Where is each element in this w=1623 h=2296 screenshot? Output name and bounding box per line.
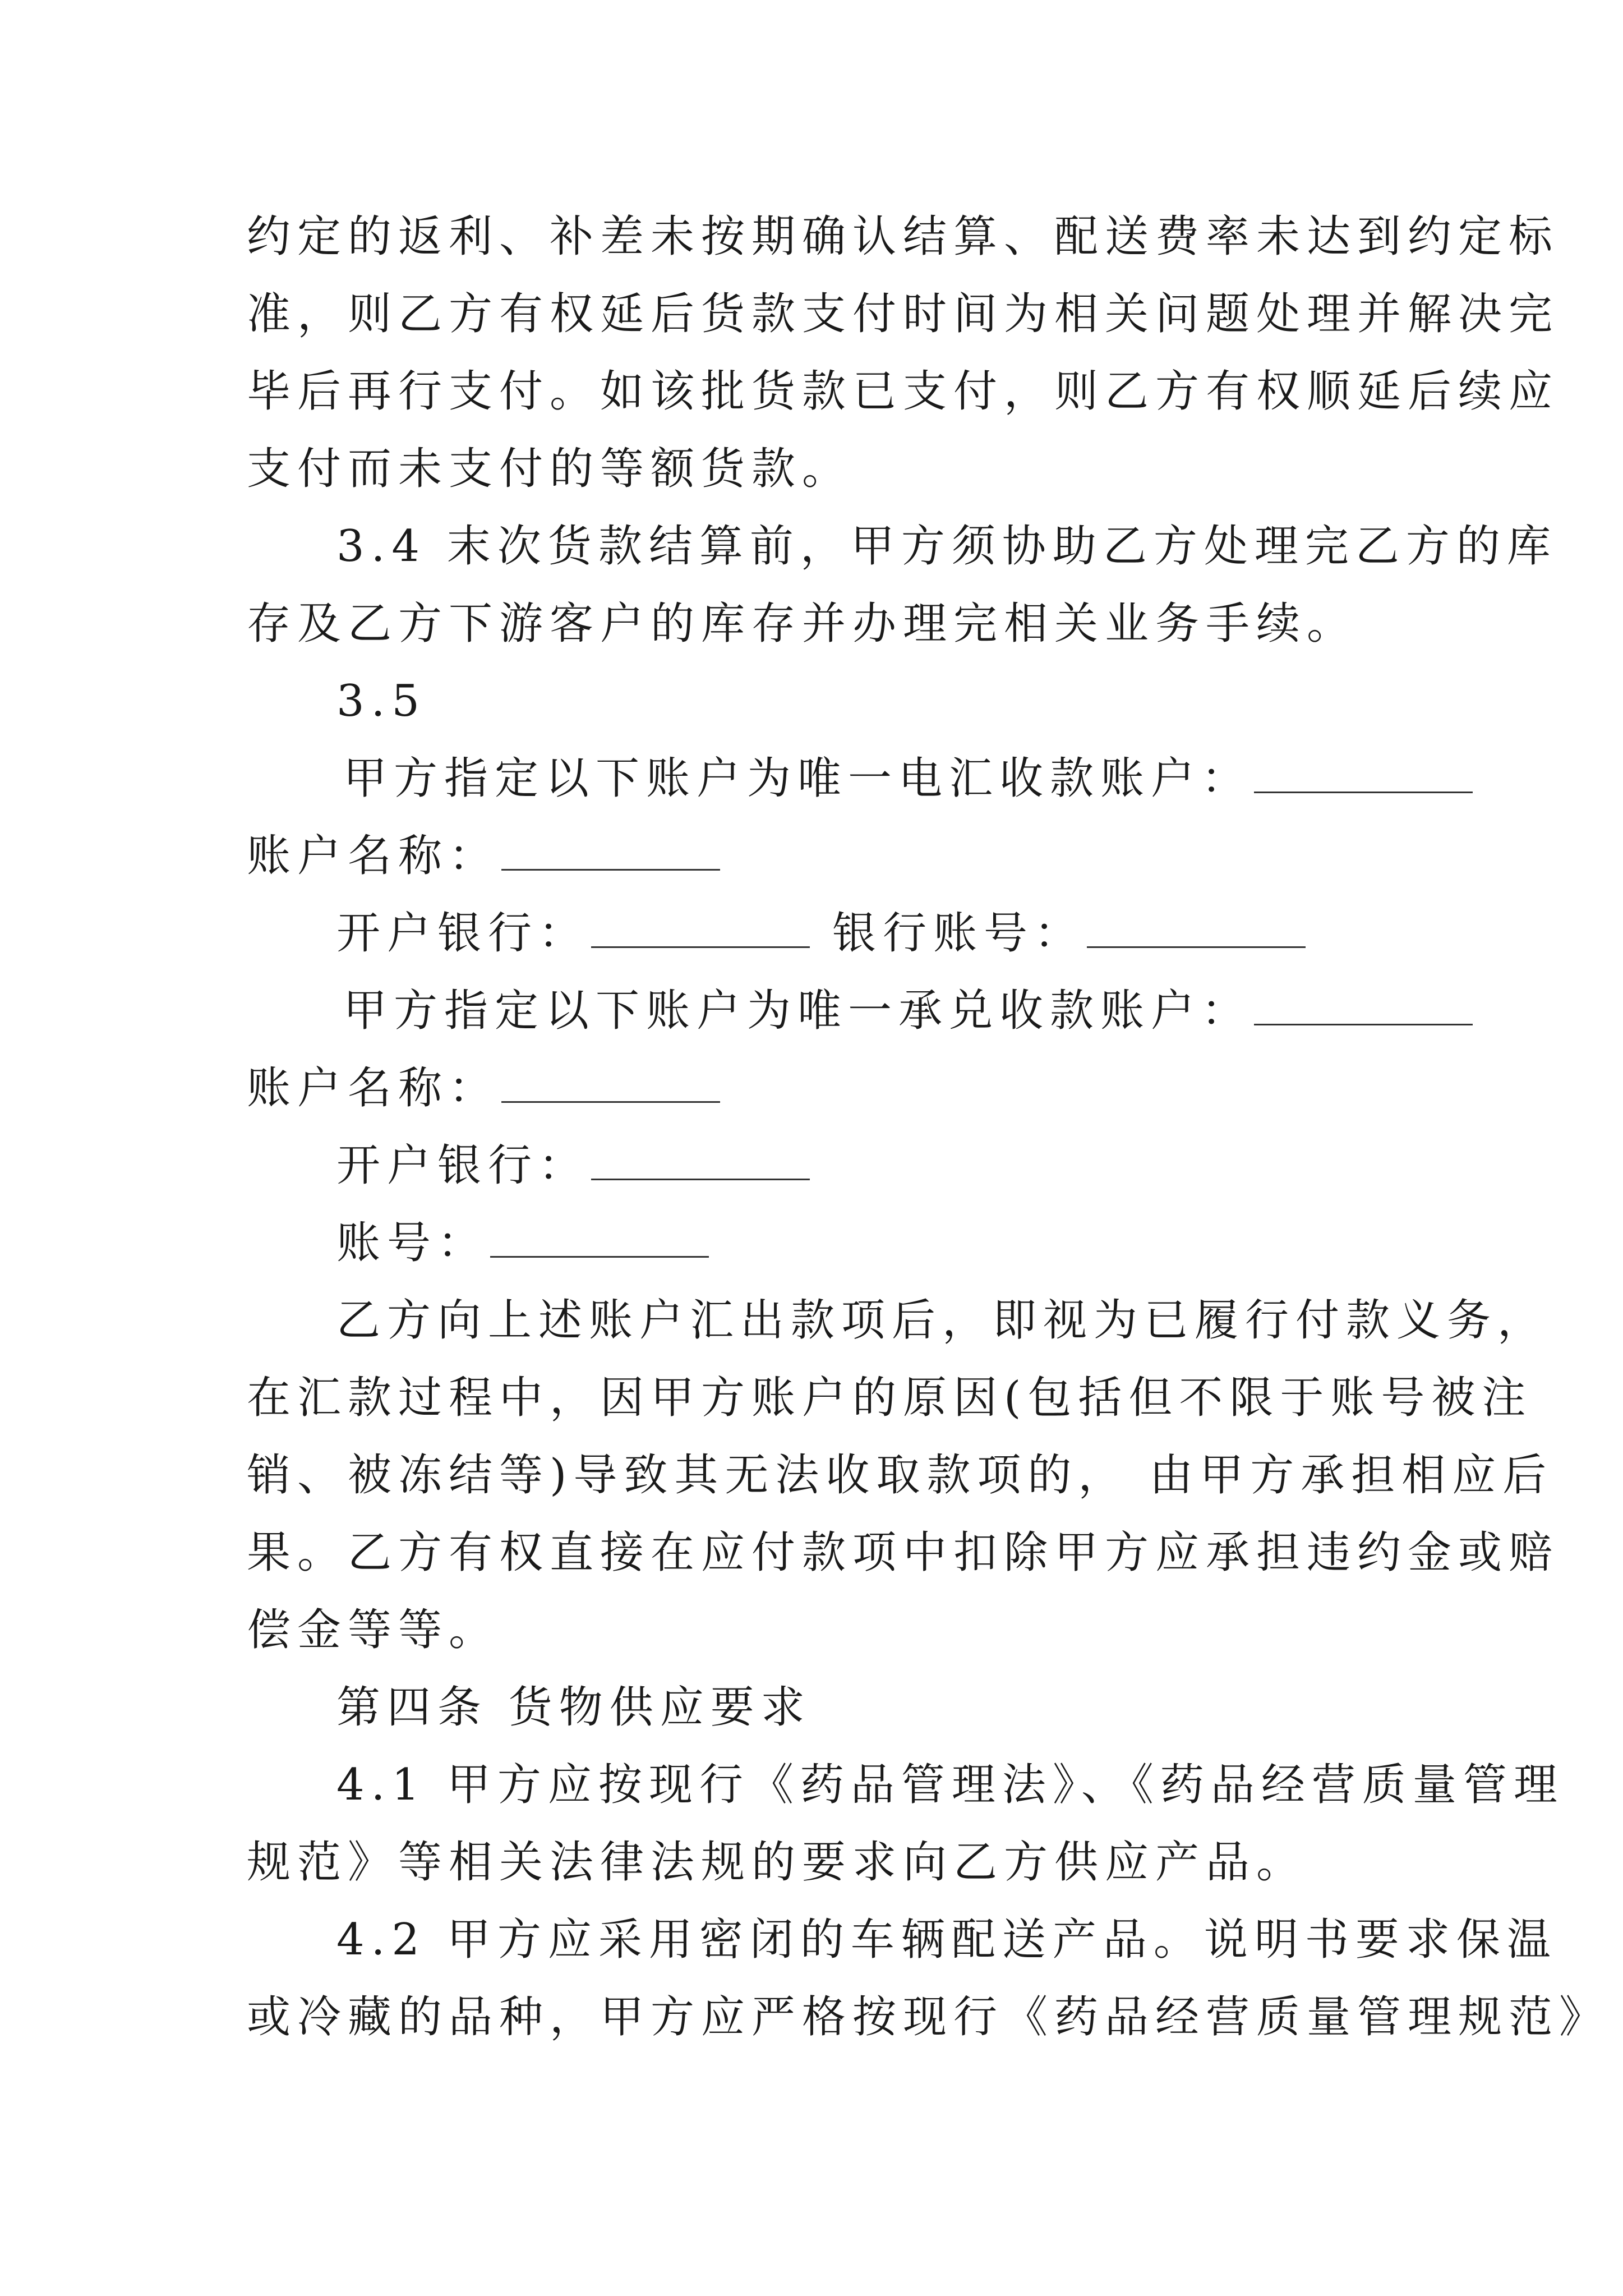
remittance-line: 在汇款过程中，因甲方账户的原因(包括但不限于账号被注 [247, 1373, 1533, 1423]
accept-account-no-label: 账号： [336, 1218, 488, 1268]
remittance-line: 销、被冻结等)导致其无法收取款项的， 由甲方承担相应后 [247, 1450, 1553, 1501]
accept-account-name-blank [501, 1068, 720, 1103]
wire-account-name-label: 账户名称： [247, 831, 500, 881]
wire-bank-label: 开户银行： [336, 908, 589, 959]
paragraph-line: 约定的返利、补差未按期确认结算、配送费率未达到约定标 [247, 211, 1560, 262]
remittance-line: 乙方向上述账户汇出款项后，即视为已履行付款义务， [336, 1295, 1548, 1346]
wire-account-name-blank [501, 835, 720, 871]
section-4-2-line: 4.2 甲方应采用密闭的车辆配送产品。说明书要求保温 [336, 1915, 1557, 1965]
wire-account-no-blank [1087, 913, 1306, 948]
accept-bank-label: 开户银行： [336, 1140, 589, 1191]
section-4-2-line: 或冷藏的品种，甲方应严格按现行《药品经营质量管理规范》 [247, 1992, 1610, 2042]
section-3-4-line: 存及乙方下游客户的库存并办理完相关业务手续。 [247, 599, 1358, 649]
wire-bank-blank [591, 913, 810, 948]
accept-account-intro [343, 983, 1473, 1039]
accept-account-name-row [247, 1060, 720, 1116]
section-3-4-line: 3.4 末次货款结算前，甲方须协助乙方处理完乙方的库 [336, 521, 1557, 572]
section-3-5-heading: 3.5 [336, 676, 427, 726]
wire-account-no-label: 银行账号： [832, 908, 1085, 959]
accept-account-blank [1254, 990, 1473, 1025]
wire-account-intro-text: 甲方指定以下账户为唯一电汇收款账户： [343, 753, 1252, 804]
accept-account-intro-text: 甲方指定以下账户为唯一承兑收款账户： [343, 986, 1252, 1036]
paragraph-line: 支付而未支付的等额货款。 [247, 444, 853, 494]
section-4-1-line: 规范》等相关法律法规的要求向乙方供应产品。 [247, 1837, 1307, 1888]
article-4-title: 第四条 货物供应要求 [336, 1682, 811, 1733]
wire-bank-row [336, 905, 1306, 961]
accept-bank-row [336, 1138, 810, 1194]
wire-account-name-row [247, 828, 720, 884]
remittance-line: 偿金等等。 [247, 1605, 500, 1655]
paragraph-line: 毕后再行支付。如该批货款已支付，则乙方有权顺延后续应 [247, 366, 1560, 417]
wire-account-intro [343, 751, 1473, 807]
accept-account-name-label: 账户名称： [247, 1063, 500, 1114]
section-4-1-line: 4.1 甲方应按现行《药品管理法》、《药品经营质量管理 [336, 1760, 1564, 1810]
accept-account-no-blank [490, 1222, 709, 1258]
accept-bank-blank [591, 1145, 810, 1180]
wire-account-blank [1254, 758, 1473, 793]
remittance-line: 果。乙方有权直接在应付款项中扣除甲方应承担违约金或赔 [247, 1527, 1560, 1578]
accept-account-no-row [336, 1215, 709, 1271]
paragraph-line: 准，则乙方有权延后货款支付时间为相关问题处理并解决完 [247, 289, 1560, 339]
